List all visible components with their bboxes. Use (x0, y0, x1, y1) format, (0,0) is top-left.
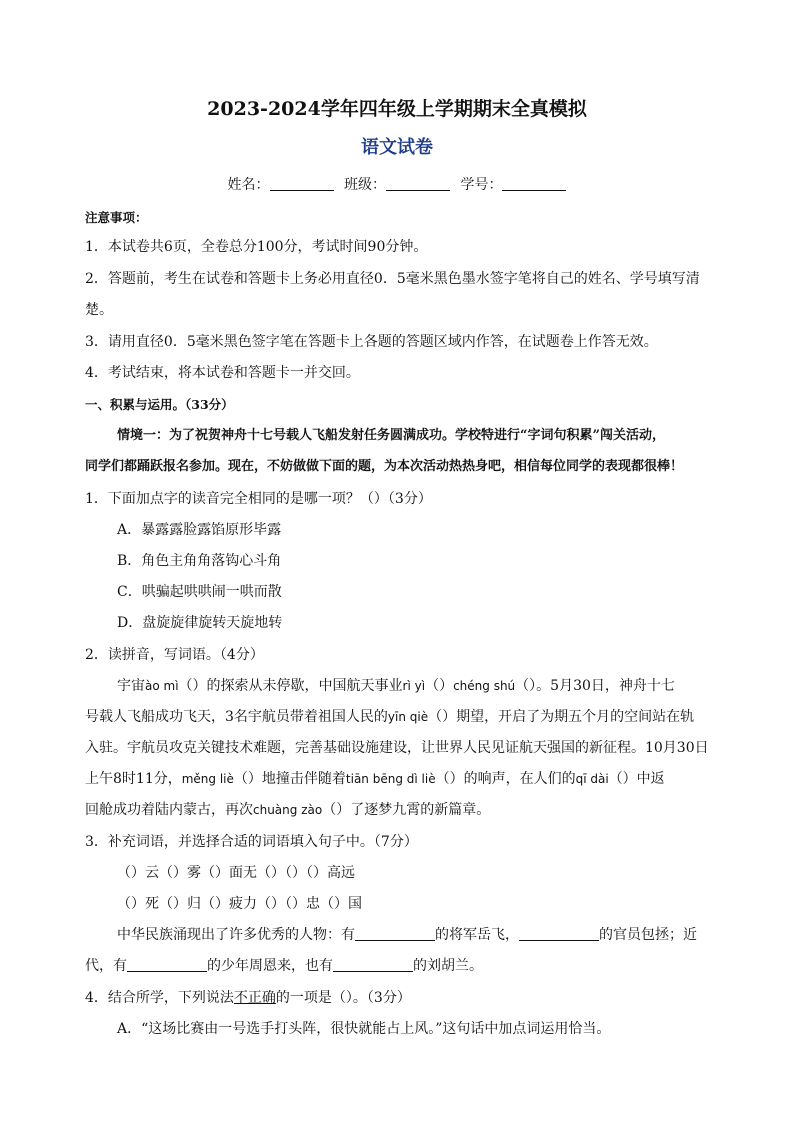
q2-paragraph-line-4: 上午8时11分，měng liè（）地撞击伴随着tiān bēng dì liè（）的响声，在人们的qī dài（）中返 (85, 771, 665, 787)
context-line-2: 同学们都踊跃报名参加。现在，不妨做做下面的题，为本次活动热热身吧，相信每位同学的表现都很棒！ (85, 459, 684, 474)
exam-title: 2023-2024学年四年级上学期期末全真模拟 (207, 98, 587, 120)
id-label: 学号： (460, 177, 503, 193)
q3-blank-3[interactable] (127, 957, 207, 972)
section-1-heading: 一、积累与运用。（33分） (85, 397, 234, 412)
notice-item-2-cont: 楚。 (85, 302, 113, 318)
q3-sentence-line-1: 中华民族涌现出了许多优秀的人物：有 的将军岳飞， 的官员包拯；近 (117, 927, 697, 943)
q1-option-a: A．暴露露脸露馅原形毕露 (117, 522, 282, 538)
q2-paragraph-line-3: 入驻。宇航员攻克关键技术难题，完善基础设施建设，让世界人民见证航天强国的新征程。10月30日 (85, 740, 709, 756)
q4-option-a: A．“这场比赛由一号选手打头阵，很快就能占上风。”这句话中加点词运用恰当。 (117, 1021, 611, 1037)
q1-option-d: D．盘旋旋律旋转天旋地转 (117, 615, 283, 631)
notice-item-1: 1．本试卷共6页，全卷总分100分，考试时间90分钟。 (85, 239, 428, 255)
q2-paragraph-line-1: 宇宙ào mì（）的探索从未停歇，中国航天事业rì yì（）chéng shú（）。5月30日，神舟十七 (117, 678, 675, 694)
context-line-1: 情境一：为了祝贺神舟十七号载人飞船发射任务圆满成功。学校特进行“字词句积累”闯关活动， (117, 428, 665, 443)
name-blank[interactable] (270, 176, 334, 191)
id-blank[interactable] (502, 176, 566, 191)
q3-idiom-row-1: （）云（）雾（）面无（）（）（）高远 (117, 865, 355, 881)
q1-stem: 1．下面加点字的读音完全相同的是哪一项？（）（3分） (85, 491, 432, 507)
q2-stem: 2．读拼音，写词语。（4分） (85, 647, 264, 663)
q1-option-b: B．角色主角角落钩心斗角 (117, 553, 282, 569)
class-blank[interactable] (386, 176, 450, 191)
q3-blank-2[interactable] (519, 926, 599, 941)
notice-item-3: 3．请用直径0．5毫米黑色签字笔在答题卡上各题的答题区域内作答，在试题卷上作答无效。 (85, 334, 658, 350)
q3-blank-4[interactable] (333, 957, 413, 972)
student-info-row (0, 176, 794, 194)
exam-subtitle: 语文试卷 (361, 137, 433, 158)
q2-paragraph-line-2: 号载人飞船成功飞天，3名宇航员带着祖国人民的yīn qiè（）期望，开启了为期五个月的空间站在轨 (85, 709, 695, 725)
notice-item-2: 2．答题前，考生在试卷和答题卡上务必用直径0．5毫米黑色墨水签字笔将自己的姓名、学号填写清 (85, 271, 700, 287)
q4-stem: 4．结合所学，下列说法不正确的一项是（）。（3分） (85, 990, 411, 1006)
class-label: 班级： (344, 177, 386, 193)
q3-stem: 3．补充词语，并选择合适的词语填入句子中。（7分） (85, 834, 418, 850)
notice-heading: 注意事项： (85, 210, 148, 225)
q1-option-c: C．哄骗起哄哄闹一哄而散 (117, 584, 282, 600)
q3-idiom-row-2: （）死（）归（）疲力（）（）忠（）国 (117, 896, 362, 912)
notice-item-4: 4．考试结束，将本试卷和答题卡一并交回。 (85, 365, 360, 381)
q2-paragraph-line-5: 回舱成功着陆内蒙古，再次chuàng zào（）了逐梦九霄的新篇章。 (85, 802, 491, 818)
q3-blank-1[interactable] (355, 926, 435, 941)
name-label: 姓名： (227, 177, 270, 193)
q3-sentence-line-2: 代，有 的少年周恩来，也有 的刘胡兰。 (85, 958, 483, 974)
